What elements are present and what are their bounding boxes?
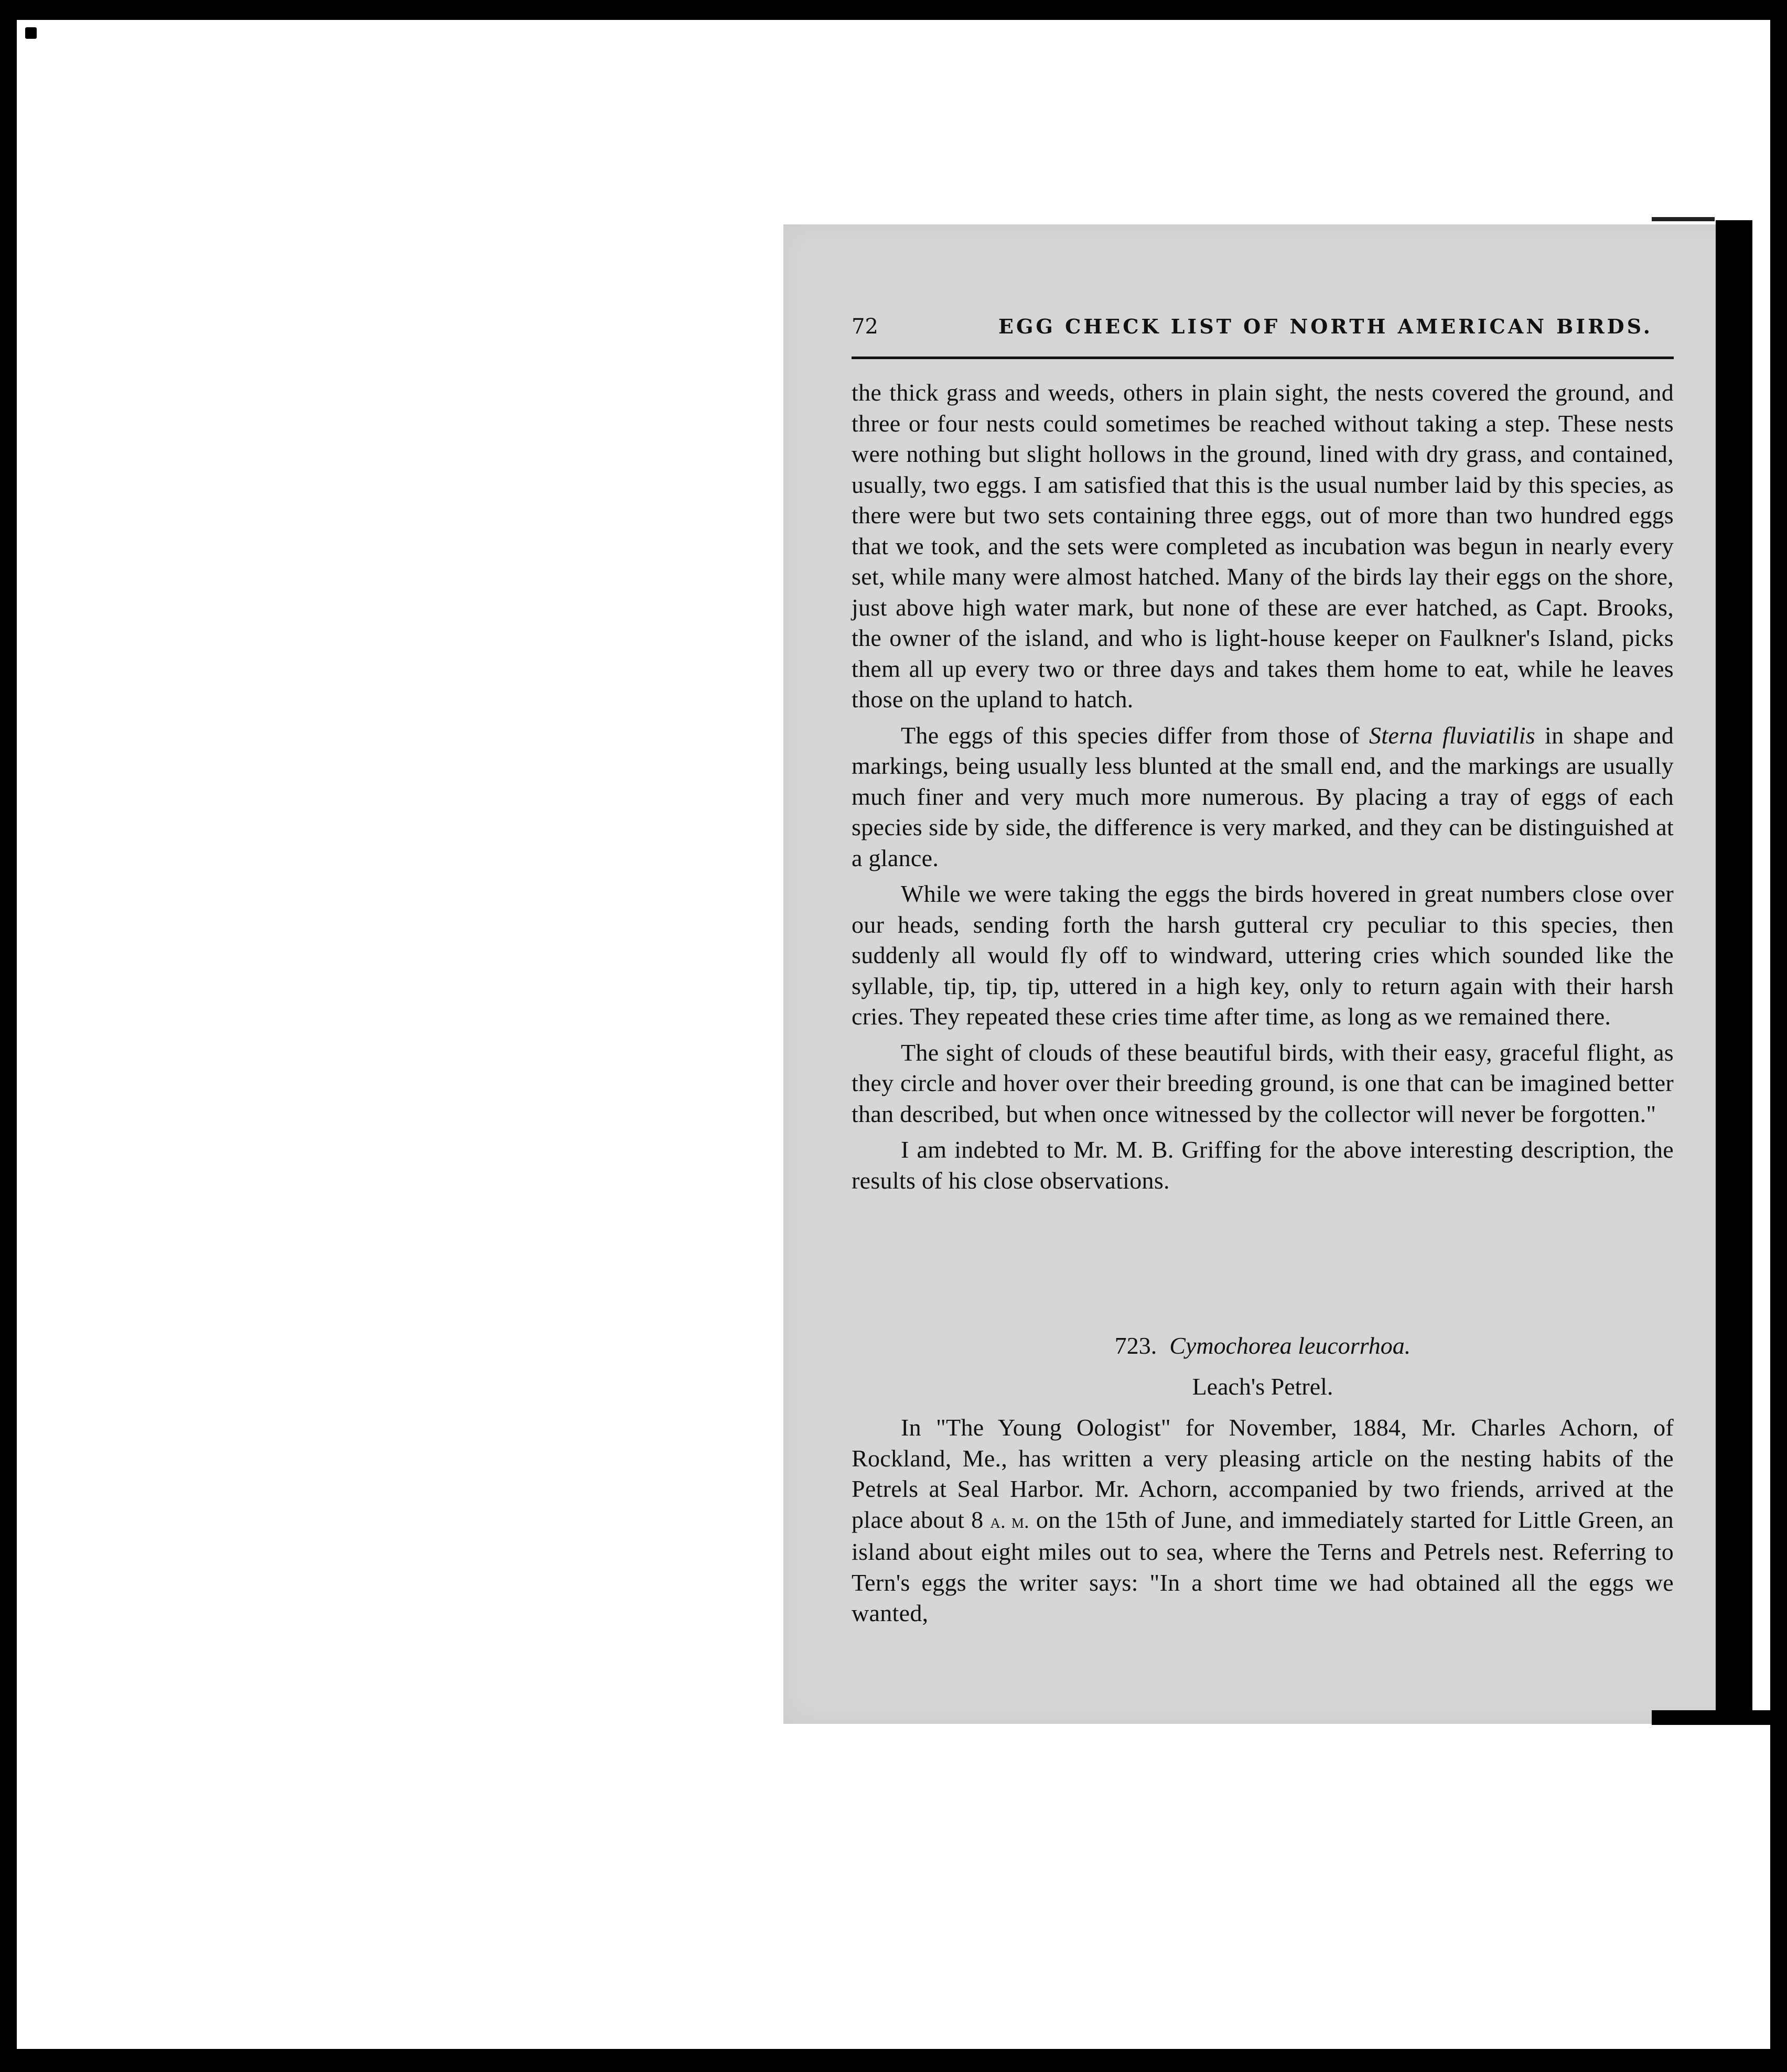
frame-right-border (1770, 0, 1787, 2072)
paragraph-nests: the thick grass and weeds, others in plain sight, the nests covered the ground, and three or four nests could sometimes be reached without taking a step. These nests were nothing but slight hollows in the ground, lined with dry grass, and contained, usually, two eggs. I am satisfied that this is the usual number laid by this species, as there were but two sets containing three eggs, out of more than two hundred eggs that we took, and the sets were completed as incubation was begun in nearly every set, while many were almost hatched. Many of the birds lay their eggs on the shore, just above high water mark, but none of these are ever hatched, as Capt. Brooks, the owner of the island, and who is light-house keeper on Faulkner's Island, picks them all up every two or three days and takes them home to eat, while he leaves those on the upland to hatch. (852, 379, 1674, 713)
page-number: 72 (852, 315, 878, 339)
running-head-title: EGG CHECK LIST OF NORTH AMERICAN BIRDS. (998, 315, 1653, 338)
eggs-text-after: in shape and markings, being usually less blunted at the small end, and the markings are usually much finer and very much more numerous. By placing a tray of eggs of each species side by side, the difference is very marked, and they can be distinguished at a glance. (852, 721, 1674, 871)
next-page-edge (1752, 220, 1770, 1725)
page-edge-top (1652, 217, 1715, 221)
paragraph-young-oologist (852, 1412, 1674, 1629)
frame-top-border (0, 0, 1787, 20)
species-scientific-name: Cymochorea leucorrhoa. (1169, 1332, 1411, 1359)
header-rule (852, 357, 1674, 359)
frame-bottom-border (0, 2049, 1787, 2072)
running-head (852, 315, 1674, 346)
page-edge-bottom (1652, 1710, 1770, 1725)
petrel-text-before: In "The Young Oologist" for November, 1884, Mr. Charles Achorn, of Rockland, Me., has written a very pleasing article on the nesting habits of the Petrels at Seal Harbor. Mr. Achorn, accompanied by two friends, arrived at the place about 8 (852, 1414, 1674, 1533)
species-common-name: Leach's Petrel. (1192, 1373, 1333, 1400)
paragraph-birds-hovered: While we were taking the eggs the birds hovered in great numbers close over our heads, sending forth the harsh gutteral cry peculiar to this species, then suddenly all would fly off to windward, uttering cries which sounded like the syllable, tip, tip, tip, uttered in a high key, only to return again with their harsh cries. They repeated these cries time after time, as long as we remained there. (852, 880, 1674, 1030)
paragraph-egg-comparison (852, 720, 1674, 874)
species-number: 723. (1114, 1332, 1157, 1359)
paragraph-acknowledgement: I am indebted to Mr. M. B. Griffing for the above interesting description, the results of his close observations. (852, 1136, 1674, 1194)
species-heading (852, 1332, 1674, 1359)
species-reference: Sterna fluviatilis (1369, 721, 1535, 749)
body-text-petrel (852, 1412, 1674, 1629)
body-text-top (852, 377, 1674, 1196)
eggs-text-before: The eggs of this species differ from those of (901, 721, 1369, 749)
book-spine-shadow (1716, 220, 1752, 1725)
petrel-text-after: on the 15th of June, and immediately started for Little Green, an island about eight miles out to sea, where the Terns and Petrels nest. Referring to Tern's eggs the writer says: "In a short time we had obtained all the eggs we wanted, (852, 1506, 1674, 1626)
corner-mark (25, 27, 37, 39)
paragraph-clouds-of-birds: The sight of clouds of these beautiful birds, with their easy, graceful flight, as they circle and hover over their breeding ground, is one that can be imagined better than described, but when once witnessed by the collector will never be forgotten." (852, 1039, 1674, 1127)
time-abbreviation: a. m. (990, 1510, 1029, 1533)
frame-left-border (0, 0, 17, 2072)
